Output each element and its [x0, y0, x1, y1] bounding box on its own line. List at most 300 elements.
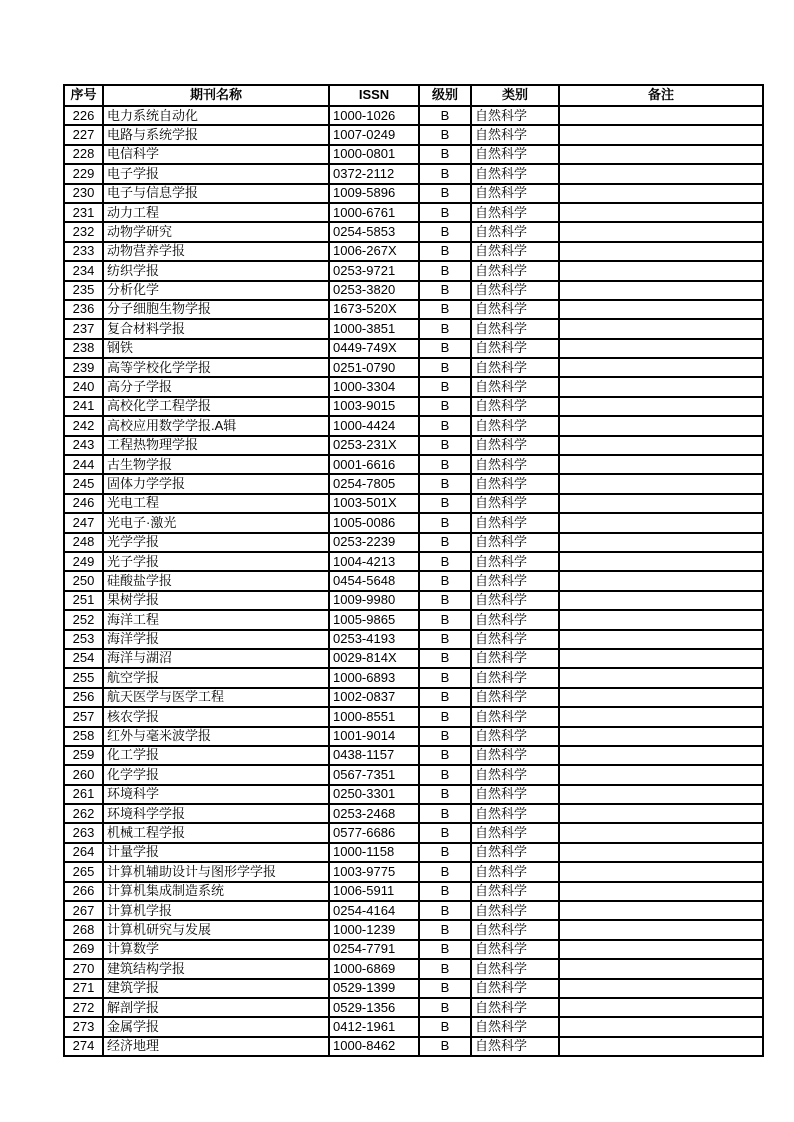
table-row [64, 688, 763, 707]
cell-level: B [419, 940, 471, 959]
cell-journal-name: 航天医学与医学工程 [103, 688, 329, 707]
cell-issn: 1007-0249 [329, 125, 419, 144]
cell-level: B [419, 436, 471, 455]
cell-issn: 0253-3820 [329, 281, 419, 300]
cell-issn: 1006-5911 [329, 882, 419, 901]
cell-issn: 0529-1399 [329, 979, 419, 998]
cell-journal-name: 分析化学 [103, 281, 329, 300]
cell-note [559, 416, 763, 435]
column-header-level: 级别 [419, 85, 471, 106]
cell-journal-name: 动物营养学报 [103, 242, 329, 261]
table-row [64, 377, 763, 396]
cell-issn: 1006-267X [329, 242, 419, 261]
cell-issn: 1000-1026 [329, 106, 419, 125]
cell-journal-name: 机械工程学报 [103, 823, 329, 842]
cell-note [559, 746, 763, 765]
cell-level: B [419, 281, 471, 300]
cell-issn: 1000-6893 [329, 668, 419, 687]
cell-issn: 0449-749X [329, 339, 419, 358]
cell-seq: 256 [64, 688, 103, 707]
cell-level: B [419, 552, 471, 571]
cell-note [559, 436, 763, 455]
cell-journal-name: 化工学报 [103, 746, 329, 765]
cell-journal-name: 计算机研究与发展 [103, 920, 329, 939]
cell-note [559, 998, 763, 1017]
cell-seq: 255 [64, 668, 103, 687]
cell-journal-name: 动物学研究 [103, 222, 329, 241]
table-row [64, 610, 763, 629]
cell-level: B [419, 882, 471, 901]
cell-note [559, 494, 763, 513]
cell-seq: 234 [64, 261, 103, 280]
cell-level: B [419, 300, 471, 319]
cell-issn: 1673-520X [329, 300, 419, 319]
column-header-journal-name: 期刊名称 [103, 85, 329, 106]
cell-note [559, 125, 763, 144]
cell-note [559, 804, 763, 823]
cell-journal-name: 建筑学报 [103, 979, 329, 998]
table-row [64, 339, 763, 358]
cell-seq: 261 [64, 785, 103, 804]
table-row [64, 106, 763, 125]
cell-category: 自然科学 [471, 184, 559, 203]
cell-seq: 258 [64, 727, 103, 746]
cell-level: B [419, 591, 471, 610]
cell-level: B [419, 416, 471, 435]
header-row [64, 85, 763, 106]
cell-journal-name: 高等学校化学学报 [103, 358, 329, 377]
cell-journal-name: 电子学报 [103, 164, 329, 183]
cell-note [559, 688, 763, 707]
table-row [64, 494, 763, 513]
cell-seq: 254 [64, 649, 103, 668]
table-row [64, 727, 763, 746]
cell-issn: 0254-7805 [329, 474, 419, 493]
cell-note [559, 668, 763, 687]
cell-issn: 0577-6686 [329, 823, 419, 842]
cell-issn: 0412-1961 [329, 1017, 419, 1036]
cell-category: 自然科学 [471, 727, 559, 746]
cell-category: 自然科学 [471, 571, 559, 590]
cell-category: 自然科学 [471, 979, 559, 998]
cell-category: 自然科学 [471, 533, 559, 552]
cell-seq: 265 [64, 862, 103, 881]
cell-issn: 0254-5853 [329, 222, 419, 241]
cell-seq: 232 [64, 222, 103, 241]
cell-level: B [419, 668, 471, 687]
cell-category: 自然科学 [471, 959, 559, 978]
cell-seq: 247 [64, 513, 103, 532]
table-row [64, 979, 763, 998]
cell-seq: 236 [64, 300, 103, 319]
cell-note [559, 203, 763, 222]
cell-note [559, 823, 763, 842]
cell-issn: 1000-8551 [329, 707, 419, 726]
cell-seq: 252 [64, 610, 103, 629]
cell-category: 自然科学 [471, 940, 559, 959]
cell-seq: 263 [64, 823, 103, 842]
table-row [64, 591, 763, 610]
cell-journal-name: 钢铁 [103, 339, 329, 358]
cell-note [559, 242, 763, 261]
table-row [64, 1017, 763, 1036]
table-row [64, 746, 763, 765]
cell-seq: 242 [64, 416, 103, 435]
cell-journal-name: 光子学报 [103, 552, 329, 571]
cell-journal-name: 化学学报 [103, 765, 329, 784]
cell-level: B [419, 823, 471, 842]
cell-journal-name: 光电工程 [103, 494, 329, 513]
cell-seq: 238 [64, 339, 103, 358]
cell-category: 自然科学 [471, 494, 559, 513]
cell-seq: 257 [64, 707, 103, 726]
cell-issn: 0253-2468 [329, 804, 419, 823]
cell-category: 自然科学 [471, 920, 559, 939]
cell-seq: 239 [64, 358, 103, 377]
table-row [64, 455, 763, 474]
cell-journal-name: 分子细胞生物学报 [103, 300, 329, 319]
cell-issn: 0253-4193 [329, 630, 419, 649]
cell-seq: 249 [64, 552, 103, 571]
cell-category: 自然科学 [471, 222, 559, 241]
cell-issn: 1001-9014 [329, 727, 419, 746]
cell-issn: 1003-9775 [329, 862, 419, 881]
cell-journal-name: 环境科学学报 [103, 804, 329, 823]
cell-category: 自然科学 [471, 455, 559, 474]
cell-issn: 1000-3304 [329, 377, 419, 396]
cell-journal-name: 固体力学学报 [103, 474, 329, 493]
table-row [64, 513, 763, 532]
cell-issn: 0250-3301 [329, 785, 419, 804]
cell-issn: 0254-7791 [329, 940, 419, 959]
cell-journal-name: 动力工程 [103, 203, 329, 222]
cell-issn: 1005-0086 [329, 513, 419, 532]
cell-level: B [419, 397, 471, 416]
cell-level: B [419, 649, 471, 668]
cell-category: 自然科学 [471, 145, 559, 164]
cell-seq: 244 [64, 455, 103, 474]
cell-seq: 248 [64, 533, 103, 552]
cell-level: B [419, 843, 471, 862]
cell-issn: 1000-1158 [329, 843, 419, 862]
cell-seq: 250 [64, 571, 103, 590]
cell-journal-name: 金属学报 [103, 1017, 329, 1036]
cell-journal-name: 复合材料学报 [103, 319, 329, 338]
cell-issn: 0251-0790 [329, 358, 419, 377]
cell-issn: 1009-5896 [329, 184, 419, 203]
cell-category: 自然科学 [471, 281, 559, 300]
cell-level: B [419, 1037, 471, 1056]
cell-category: 自然科学 [471, 746, 559, 765]
cell-issn: 0372-2112 [329, 164, 419, 183]
cell-level: B [419, 959, 471, 978]
cell-issn: 0001-6616 [329, 455, 419, 474]
cell-seq: 235 [64, 281, 103, 300]
table-row [64, 959, 763, 978]
cell-journal-name: 高校应用数学学报.A辑 [103, 416, 329, 435]
cell-issn: 1005-9865 [329, 610, 419, 629]
table-row [64, 998, 763, 1017]
cell-category: 自然科学 [471, 804, 559, 823]
cell-level: B [419, 494, 471, 513]
cell-category: 自然科学 [471, 416, 559, 435]
cell-level: B [419, 339, 471, 358]
cell-journal-name: 环境科学 [103, 785, 329, 804]
cell-journal-name: 计算机集成制造系统 [103, 882, 329, 901]
cell-seq: 267 [64, 901, 103, 920]
table-row [64, 630, 763, 649]
cell-level: B [419, 319, 471, 338]
cell-level: B [419, 184, 471, 203]
cell-note [559, 300, 763, 319]
cell-level: B [419, 164, 471, 183]
cell-level: B [419, 125, 471, 144]
cell-note [559, 552, 763, 571]
cell-seq: 246 [64, 494, 103, 513]
cell-note [559, 281, 763, 300]
cell-journal-name: 计算机学报 [103, 901, 329, 920]
cell-level: B [419, 242, 471, 261]
cell-journal-name: 纺织学报 [103, 261, 329, 280]
table-row [64, 164, 763, 183]
cell-note [559, 358, 763, 377]
table-row [64, 901, 763, 920]
cell-level: B [419, 727, 471, 746]
cell-note [559, 591, 763, 610]
table-row [64, 649, 763, 668]
cell-note [559, 339, 763, 358]
cell-journal-name: 光学学报 [103, 533, 329, 552]
cell-category: 自然科学 [471, 998, 559, 1017]
cell-issn: 0029-814X [329, 649, 419, 668]
cell-seq: 230 [64, 184, 103, 203]
cell-seq: 245 [64, 474, 103, 493]
cell-seq: 269 [64, 940, 103, 959]
cell-journal-name: 高分子学报 [103, 377, 329, 396]
cell-category: 自然科学 [471, 901, 559, 920]
cell-issn: 1000-1239 [329, 920, 419, 939]
cell-note [559, 145, 763, 164]
cell-category: 自然科学 [471, 610, 559, 629]
cell-seq: 268 [64, 920, 103, 939]
cell-seq: 253 [64, 630, 103, 649]
cell-category: 自然科学 [471, 203, 559, 222]
column-header-seq: 序号 [64, 85, 103, 106]
table-row [64, 940, 763, 959]
cell-note [559, 707, 763, 726]
table-row [64, 125, 763, 144]
cell-note [559, 164, 763, 183]
cell-category: 自然科学 [471, 630, 559, 649]
cell-level: B [419, 222, 471, 241]
cell-note [559, 377, 763, 396]
cell-note [559, 474, 763, 493]
cell-note [559, 261, 763, 280]
cell-level: B [419, 707, 471, 726]
cell-seq: 266 [64, 882, 103, 901]
column-header-category: 类别 [471, 85, 559, 106]
cell-category: 自然科学 [471, 765, 559, 784]
cell-level: B [419, 979, 471, 998]
cell-journal-name: 硅酸盐学报 [103, 571, 329, 590]
table-row [64, 1037, 763, 1056]
cell-level: B [419, 261, 471, 280]
cell-category: 自然科学 [471, 300, 559, 319]
cell-journal-name: 计算机辅助设计与图形学学报 [103, 862, 329, 881]
cell-note [559, 862, 763, 881]
cell-journal-name: 工程热物理学报 [103, 436, 329, 455]
cell-issn: 0529-1356 [329, 998, 419, 1017]
cell-category: 自然科学 [471, 668, 559, 687]
cell-journal-name: 电子与信息学报 [103, 184, 329, 203]
cell-category: 自然科学 [471, 552, 559, 571]
cell-note [559, 727, 763, 746]
cell-note [559, 513, 763, 532]
cell-level: B [419, 765, 471, 784]
table-row [64, 261, 763, 280]
table-row [64, 474, 763, 493]
cell-issn: 0253-9721 [329, 261, 419, 280]
table-row [64, 823, 763, 842]
cell-category: 自然科学 [471, 1017, 559, 1036]
cell-category: 自然科学 [471, 319, 559, 338]
column-header-note: 备注 [559, 85, 763, 106]
cell-seq: 227 [64, 125, 103, 144]
cell-journal-name: 核农学报 [103, 707, 329, 726]
cell-level: B [419, 145, 471, 164]
table-row [64, 300, 763, 319]
cell-note [559, 319, 763, 338]
cell-note [559, 959, 763, 978]
table-row [64, 862, 763, 881]
table-row [64, 397, 763, 416]
cell-category: 自然科学 [471, 843, 559, 862]
cell-journal-name: 解剖学报 [103, 998, 329, 1017]
table-row [64, 843, 763, 862]
cell-note [559, 785, 763, 804]
cell-category: 自然科学 [471, 882, 559, 901]
cell-category: 自然科学 [471, 823, 559, 842]
cell-category: 自然科学 [471, 474, 559, 493]
cell-note [559, 882, 763, 901]
cell-journal-name: 计算数学 [103, 940, 329, 959]
cell-journal-name: 古生物学报 [103, 455, 329, 474]
table-row [64, 804, 763, 823]
cell-level: B [419, 920, 471, 939]
cell-level: B [419, 998, 471, 1017]
cell-note [559, 610, 763, 629]
cell-journal-name: 电路与系统学报 [103, 125, 329, 144]
cell-journal-name: 果树学报 [103, 591, 329, 610]
cell-journal-name: 计量学报 [103, 843, 329, 862]
cell-journal-name: 光电子·激光 [103, 513, 329, 532]
cell-category: 自然科学 [471, 261, 559, 280]
cell-journal-name: 电信科学 [103, 145, 329, 164]
cell-seq: 272 [64, 998, 103, 1017]
table-row [64, 552, 763, 571]
cell-level: B [419, 804, 471, 823]
cell-issn: 1000-6761 [329, 203, 419, 222]
cell-issn: 1000-8462 [329, 1037, 419, 1056]
table-row [64, 533, 763, 552]
cell-issn: 0253-2239 [329, 533, 419, 552]
cell-level: B [419, 610, 471, 629]
cell-note [559, 222, 763, 241]
cell-note [559, 940, 763, 959]
cell-note [559, 765, 763, 784]
cell-category: 自然科学 [471, 397, 559, 416]
cell-issn: 1009-9980 [329, 591, 419, 610]
cell-note [559, 397, 763, 416]
cell-note [559, 106, 763, 125]
cell-level: B [419, 688, 471, 707]
cell-level: B [419, 513, 471, 532]
cell-seq: 243 [64, 436, 103, 455]
cell-journal-name: 建筑结构学报 [103, 959, 329, 978]
cell-level: B [419, 106, 471, 125]
cell-journal-name: 海洋工程 [103, 610, 329, 629]
cell-category: 自然科学 [471, 862, 559, 881]
cell-category: 自然科学 [471, 649, 559, 668]
cell-seq: 259 [64, 746, 103, 765]
cell-category: 自然科学 [471, 106, 559, 125]
table-row [64, 920, 763, 939]
cell-issn: 0567-7351 [329, 765, 419, 784]
table-row [64, 707, 763, 726]
cell-category: 自然科学 [471, 1037, 559, 1056]
cell-journal-name: 经济地理 [103, 1037, 329, 1056]
cell-note [559, 979, 763, 998]
table-row [64, 242, 763, 261]
cell-issn: 0253-231X [329, 436, 419, 455]
cell-note [559, 184, 763, 203]
table-row [64, 882, 763, 901]
cell-journal-name: 航空学报 [103, 668, 329, 687]
cell-seq: 228 [64, 145, 103, 164]
cell-journal-name: 高校化学工程学报 [103, 397, 329, 416]
journal-table [63, 84, 764, 1057]
cell-seq: 274 [64, 1037, 103, 1056]
cell-journal-name: 海洋与湖沼 [103, 649, 329, 668]
cell-seq: 270 [64, 959, 103, 978]
cell-level: B [419, 377, 471, 396]
cell-seq: 262 [64, 804, 103, 823]
cell-issn: 1000-4424 [329, 416, 419, 435]
table-row [64, 785, 763, 804]
cell-category: 自然科学 [471, 125, 559, 144]
column-header-issn: ISSN [329, 85, 419, 106]
table-row [64, 203, 763, 222]
cell-note [559, 843, 763, 862]
cell-issn: 1000-0801 [329, 145, 419, 164]
cell-issn: 1002-0837 [329, 688, 419, 707]
cell-level: B [419, 630, 471, 649]
cell-note [559, 533, 763, 552]
cell-journal-name: 红外与毫米波学报 [103, 727, 329, 746]
cell-level: B [419, 203, 471, 222]
cell-category: 自然科学 [471, 707, 559, 726]
cell-note [559, 901, 763, 920]
cell-category: 自然科学 [471, 785, 559, 804]
cell-seq: 241 [64, 397, 103, 416]
cell-category: 自然科学 [471, 242, 559, 261]
cell-category: 自然科学 [471, 591, 559, 610]
cell-seq: 237 [64, 319, 103, 338]
cell-level: B [419, 1017, 471, 1036]
table-row [64, 281, 763, 300]
cell-note [559, 571, 763, 590]
cell-category: 自然科学 [471, 688, 559, 707]
